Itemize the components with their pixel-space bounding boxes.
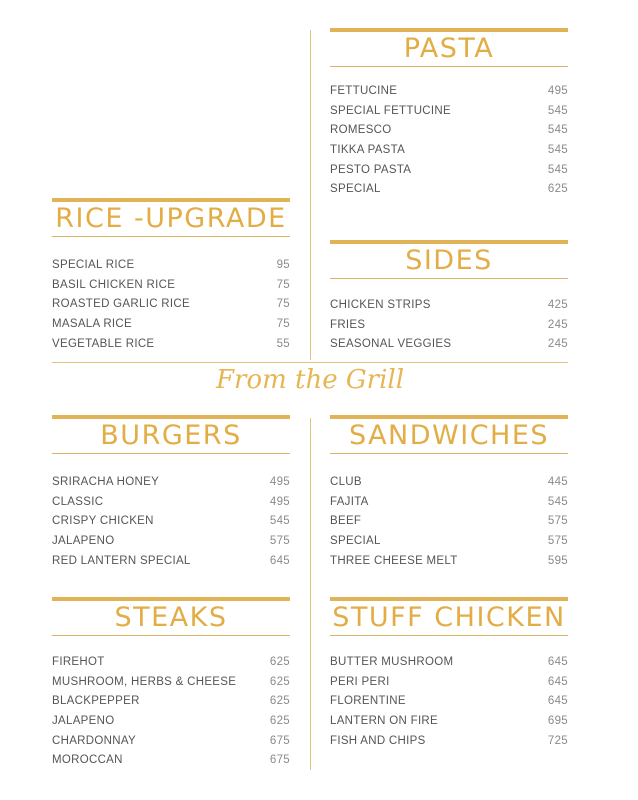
menu-item-name: SPECIAL [330,183,381,196]
menu-item-price: 625 [269,715,290,728]
menu-item-name: VEGETABLE RICE [52,337,155,350]
section-bottom-rule [330,66,568,67]
menu-item-price: 545 [547,144,568,157]
menu-item [52,259,290,279]
burgers-section [52,415,290,574]
menu-item-list [330,656,568,754]
menu-item [52,656,290,676]
section-title: RICE -UPGRADE [55,203,287,234]
menu-item-price: 75 [276,278,290,291]
sandwiches-section [330,415,568,574]
menu-item-price: 245 [547,318,568,331]
menu-item [330,695,568,715]
menu-item [330,735,568,755]
menu-item [52,715,290,735]
section-bottom-rule [330,635,568,636]
menu-item-price: 245 [547,338,568,351]
menu-item-price: 75 [276,318,290,331]
menu-item-price: 545 [547,163,568,176]
menu-item [52,754,290,774]
menu-item-price: 495 [547,85,568,97]
menu-item [52,735,290,755]
menu-item-price: 675 [269,734,290,747]
menu-item-list [330,299,568,358]
menu-item-name: TIKKA PASTA [330,144,406,157]
menu-item [330,715,568,735]
menu-item-name: SRIRACHA HONEY [52,476,160,488]
menu-item-name: MUSHROOM, HERBS & CHEESE [52,675,237,688]
menu-item-price: 625 [269,695,290,708]
menu-item [330,555,568,575]
menu-item-name: ROASTED GARLIC RICE [52,298,190,311]
menu-item [330,319,568,339]
menu-item-list [52,259,290,357]
stuff-chicken-section [330,597,568,754]
menu-item [330,656,568,676]
menu-item [52,676,290,696]
menu-item-price: 695 [547,715,568,728]
menu-item [330,476,568,496]
menu-item-name: MOROCCAN [52,754,123,767]
menu-item-price: 625 [269,675,290,688]
section-title: PASTA [403,33,495,64]
menu-item-name: FLORENTINE [330,695,406,708]
menu-item-name: SPECIAL RICE [52,259,135,271]
menu-item-price: 445 [547,476,568,488]
menu-item-name: BLACKPEPPER [52,695,140,708]
menu-item-price: 725 [547,734,568,747]
menu-item [52,318,290,338]
menu-item [330,535,568,555]
menu-item [330,85,568,105]
section-bottom-rule [52,236,290,237]
menu-item [52,695,290,715]
menu-item-price: 495 [269,495,290,508]
menu-item-name: BEEF [330,515,362,528]
menu-item-name: FETTUCINE [330,85,398,97]
menu-item [52,515,290,535]
menu-item-price: 625 [269,656,290,668]
menu-item-name: SPECIAL [330,535,381,548]
menu-item-price: 545 [547,124,568,137]
menu-item-list [52,656,290,774]
menu-item [330,496,568,516]
menu-item [52,338,290,358]
menu-item-name: CRISPY CHICKEN [52,515,154,528]
menu-item-name: ROMESCO [330,124,392,137]
steaks-section [52,597,290,774]
menu-item-price: 645 [547,675,568,688]
menu-item [52,476,290,496]
bottom-column-divider [310,418,311,770]
menu-item-price: 55 [276,337,290,350]
menu-item-name: CHARDONNAY [52,734,136,747]
menu-item-name: SPECIAL FETTUCINE [330,104,451,117]
menu-item-name: JALAPENO [52,715,115,728]
top-column-divider [310,30,311,360]
menu-item-price: 575 [547,535,568,548]
menu-item-price: 645 [269,554,290,567]
menu-item [330,124,568,144]
grill-divider-line [52,362,568,363]
menu-item-list [330,476,568,574]
menu-item-name: PESTO PASTA [330,163,412,176]
section-title: STEAKS [114,602,228,633]
menu-item [330,676,568,696]
section-title: SANDWICHES [348,420,550,451]
menu-item [52,298,290,318]
menu-item-price: 75 [276,298,290,311]
section-bottom-rule [330,278,568,279]
menu-item [330,299,568,319]
menu-item [52,555,290,575]
menu-item [52,496,290,516]
menu-item-list [330,85,568,203]
menu-item-name: FAJITA [330,495,369,508]
menu-item [52,279,290,299]
section-title: SIDES [405,245,493,276]
menu-item-price: 675 [269,754,290,767]
menu-item-name: FISH AND CHIPS [330,734,426,747]
menu-item [330,183,568,203]
menu-item-name: CLUB [330,476,362,488]
menu-item-price: 425 [547,299,568,311]
menu-item-price: 545 [269,515,290,528]
rice-upgrade-section [52,198,290,357]
menu-item-name: JALAPENO [52,535,115,548]
pasta-section [330,28,568,203]
section-bottom-rule [52,635,290,636]
from-the-grill-banner: From the Grill [180,365,440,395]
menu-item-name: CLASSIC [52,495,104,508]
menu-item-name: SEASONAL VEGGIES [330,338,452,351]
menu-item-name: FRIES [330,318,366,331]
menu-item-price: 495 [269,476,290,488]
section-bottom-rule [52,453,290,454]
menu-item [330,338,568,358]
menu-item-name: CHICKEN STRIPS [330,299,431,311]
menu-item-name: THREE CHEESE MELT [330,554,458,567]
menu-item [330,105,568,125]
menu-item-price: 645 [547,695,568,708]
menu-item-name: RED LANTERN SPECIAL [52,554,191,567]
menu-item-price: 545 [547,495,568,508]
menu-item-name: MASALA RICE [52,318,132,331]
section-bottom-rule [330,453,568,454]
menu-item-price: 645 [547,656,568,668]
menu-item [330,515,568,535]
menu-item-name: LANTERN ON FIRE [330,715,439,728]
menu-item-name: BASIL CHICKEN RICE [52,278,176,291]
menu-item [330,144,568,164]
menu-item-name: FIREHOT [52,656,105,668]
menu-item [330,164,568,184]
menu-item-list [52,476,290,574]
menu-item-price: 95 [276,259,290,271]
section-title: BURGERS [100,420,242,451]
section-title: STUFF CHICKEN [332,602,566,633]
menu-item-price: 625 [547,183,568,196]
menu-item-price: 545 [547,104,568,117]
menu-item-price: 575 [269,535,290,548]
menu-item-price: 595 [547,554,568,567]
menu-item [52,535,290,555]
menu-item-name: BUTTER MUSHROOM [330,656,454,668]
menu-item-name: PERI PERI [330,675,390,688]
menu-item-price: 575 [547,515,568,528]
sides-section [330,240,568,358]
